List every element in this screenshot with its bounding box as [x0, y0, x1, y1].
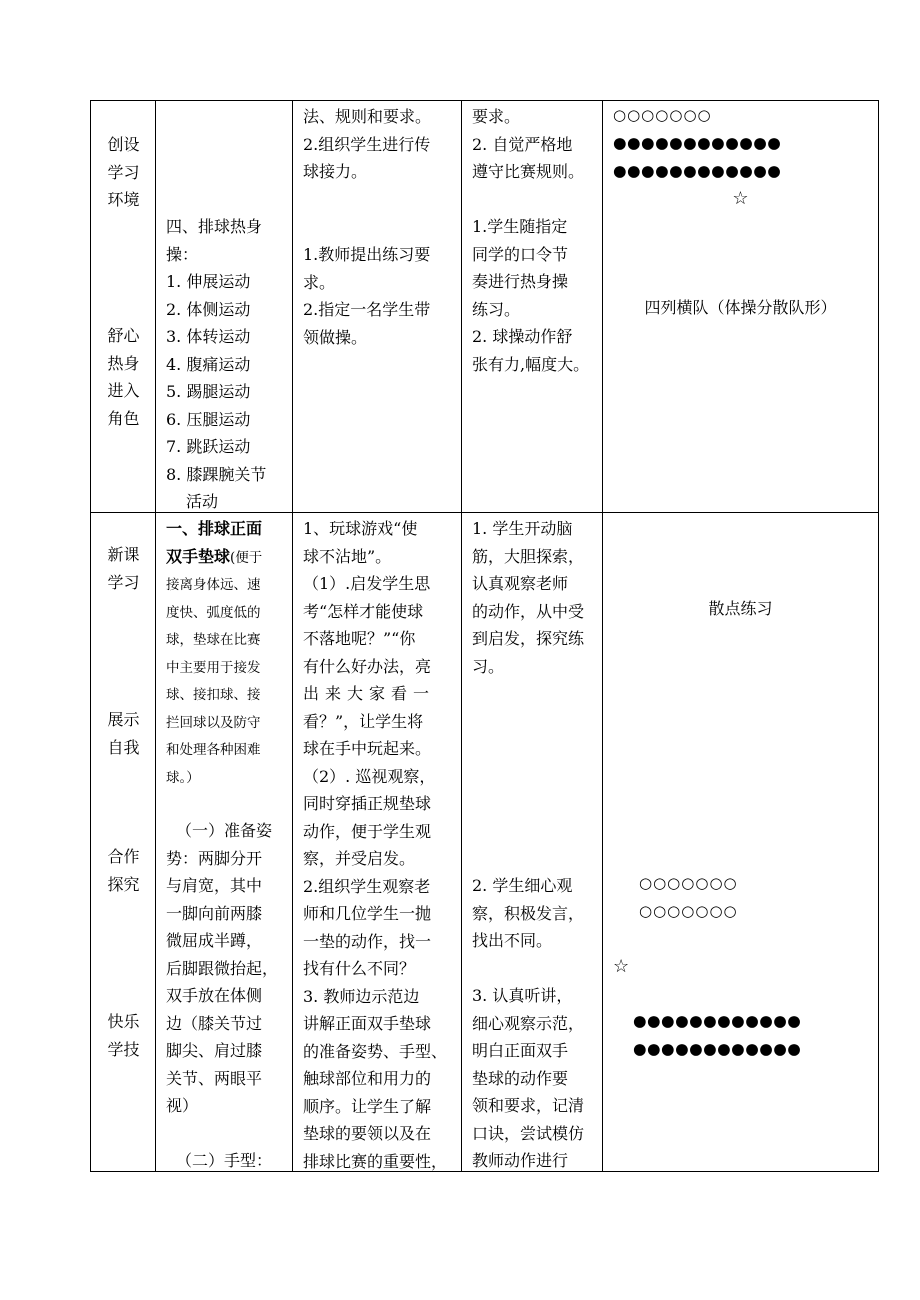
formation-solid-row: ●●●●●●●●●●●● — [613, 162, 782, 180]
formation-hollow-row: ○○○○○○○ — [613, 106, 712, 124]
teacher-activity-cell — [293, 101, 462, 513]
teacher-activity-top: 法、规则和要求。 2.组织学生进行传 球接力。 — [303, 107, 432, 181]
skill-section-hand: （二）手型： — [176, 1151, 273, 1170]
table-row — [91, 513, 879, 1172]
stage-label: 新课 学习 — [107, 545, 140, 592]
formation-hollow-row: ○○○○○○○ — [639, 874, 738, 892]
formation-caption: 散点练习 — [708, 599, 773, 618]
organization-cell — [603, 513, 879, 1172]
formation-solid-row: ●●●●●●●●●●●● — [633, 1040, 802, 1058]
table-row — [91, 101, 879, 513]
formation-hollow-row: ○○○○○○○ — [639, 902, 738, 920]
student-activity-cell — [462, 513, 603, 1172]
stage-label: 创设 学习 环境 — [107, 135, 140, 209]
skill-heading: 双手垫球 — [166, 546, 231, 566]
student-activity-2: 2. 学生细心观 察，积极发言， 找出不同。 — [472, 876, 585, 950]
teacher-activity-bottom: 1.教师提出练习要 求。 2.指定一名学生带 领做操。 — [303, 245, 431, 347]
warmup-content: 四、排球热身 操： 1. 伸展运动 2. 体侧运动 3. 体转运动 4. 腹痛运动 5. 踢腿运动 6. 压腿运动 7. 跳跃运动 8. 膝踝腕关节 活动 — [166, 217, 267, 511]
stage-label: 合作 探究 — [107, 847, 140, 894]
content-cell — [156, 513, 293, 1172]
lesson-plan-table — [90, 100, 879, 1172]
skill-heading: 一、排球正面 — [166, 519, 263, 538]
teacher-star-icon: ☆ — [613, 956, 630, 977]
teacher-activity-cell — [293, 513, 462, 1172]
formation-caption: 四列横队（体操分散队形） — [644, 298, 837, 317]
student-activity-top: 要求。 2. 自觉严格地 遵守比赛规则。 — [472, 107, 585, 181]
content-cell — [156, 101, 293, 513]
skill-section-stance: （一）准备姿 势：两脚分开 与肩宽，其中 一脚向前两膝 微屈成半蹲， 后脚跟微抬起， 双手放在体侧 边（膝关节过 脚尖、肩过膝 关节、两眼平 视） — [166, 821, 279, 1115]
organization-cell — [603, 101, 879, 513]
stage-label: 舒心 热身 进入 角色 — [107, 326, 140, 428]
stage-cell — [91, 513, 156, 1172]
formation-solid-row: ●●●●●●●●●●●● — [613, 134, 782, 152]
formation-solid-row: ●●●●●●●●●●●● — [633, 1012, 802, 1030]
stage-label: 快乐 学技 — [107, 1012, 140, 1059]
student-activity-cell — [462, 101, 603, 513]
skill-content: 一、排球正面 双手垫球(便于 接离身体远、速 度快、弧度低的 球，垫球在比赛 中主要用于接发 球、接扣球、接 拦回球以及防守 和处理各种困难 球。） — [156, 513, 292, 792]
student-activity-1: 1. 学生开动脑 筋，大胆探索， 认真观察老师 的动作，从中受 到启发，探究练 习。 — [472, 519, 585, 676]
teacher-star-icon: ☆ — [732, 188, 749, 209]
student-activity-3: 3. 认真听讲， 细心观察示范， 明白正面双手 垫球的动作要 领和要求，记清 口诀，尝试模仿 教师动作进行 — [472, 986, 585, 1170]
stage-cell — [91, 101, 156, 513]
stage-label: 展示 自我 — [107, 710, 140, 757]
teacher-activity: 1、玩球游戏“使 球不沾地”。 （1）.启发学生思 考“怎样才能使球 不落地呢？”“你 有什么好办法，亮 出来大家看一 看？”，让学生将 球在手中玩起来。 （2）. 巡视观察， 同时穿插正规垫球 动作，便于学生观 察，并受启发。 2.组织学生观察老 师和几位学生一抛 一垫的动作，找一 找有什么不同？ 3. 教师边示范边 讲解正面双手垫球 的准备姿势、手型、 触球部位和用力的 顺序。让学生了解 垫球的要领以及在 排球比赛的重要性， — [303, 519, 448, 1171]
student-activity-bottom: 1.学生随指定 同学的口令节 奏进行热身操 练习。 2. 球操动作舒 张有力,幅度大。 — [472, 217, 590, 374]
